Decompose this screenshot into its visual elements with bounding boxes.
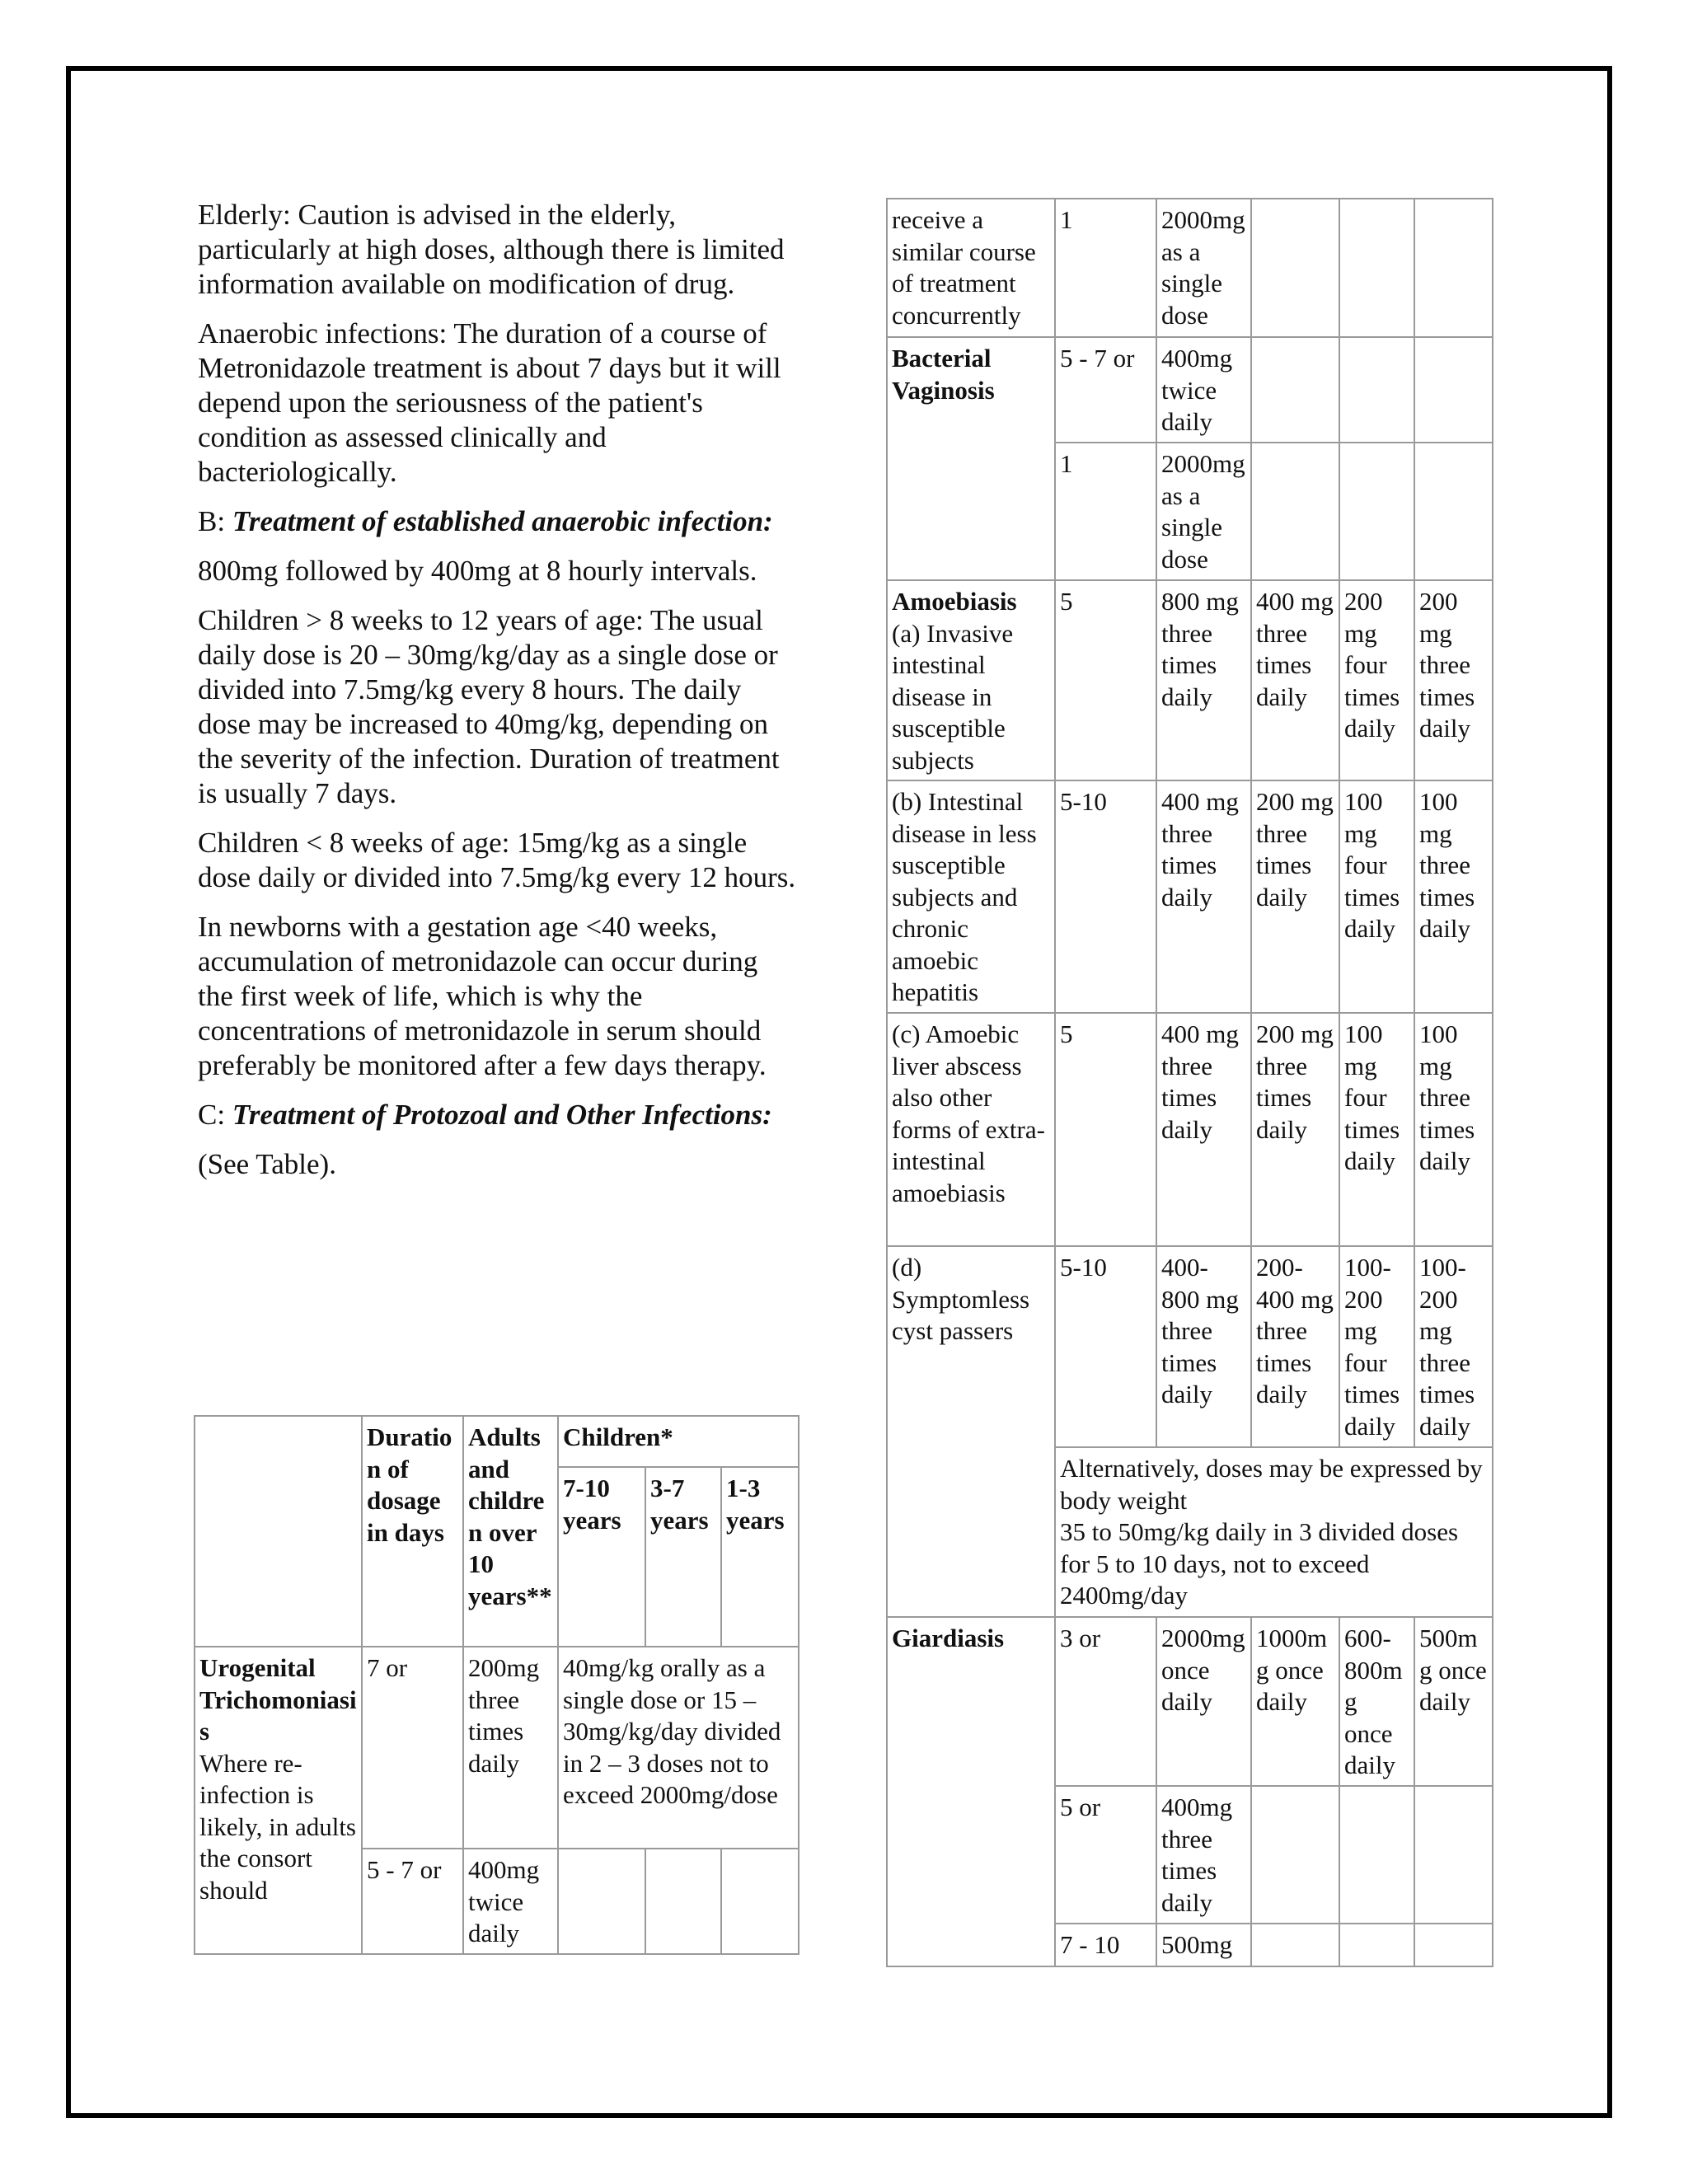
am-c-7-10: 200 mg three times daily xyxy=(1251,1013,1339,1246)
header-1-3-years: 1-3 years xyxy=(721,1467,799,1647)
am-d-adult: 400-800 mg three times daily xyxy=(1156,1246,1251,1447)
am-b-adult: 400 mg three times daily xyxy=(1156,780,1251,1013)
header-duration: Duration of dosage in days xyxy=(362,1416,463,1647)
header-3-7-years: 3-7 years xyxy=(645,1467,721,1647)
am-a-adult: 800 mg three times daily xyxy=(1156,580,1251,780)
gi-r2-days: 5 or xyxy=(1055,1786,1156,1924)
am-a-7-10: 400 mg three times daily xyxy=(1251,580,1339,780)
am-a-3-7: 200 mg four times daily xyxy=(1339,580,1414,780)
gi-r1-3-7: 600-800mg once daily xyxy=(1339,1617,1414,1786)
empty-cell xyxy=(1339,199,1414,337)
am-c-1-3: 100 mg three times daily xyxy=(1414,1013,1493,1246)
gi-r1-days: 3 or xyxy=(1055,1617,1156,1786)
am-b-1-3: 100 mg three times daily xyxy=(1414,780,1493,1013)
gi-r3-adult: 500mg xyxy=(1156,1924,1251,1966)
heading-c-prefix: C: xyxy=(198,1099,232,1131)
gi-r1-1-3: 500mg once daily xyxy=(1414,1617,1493,1786)
trich-r2-1-3 xyxy=(721,1849,799,1954)
empty-cell xyxy=(1251,443,1339,580)
amoebiasis-a-text: (a) Invasive intestinal disease in susceptible subjects xyxy=(892,618,1014,775)
am-b-3-7: 100 mg four times daily xyxy=(1339,780,1414,1013)
paragraph-children-under-8-weeks: Children < 8 weeks of age: 15mg/kg as a single dose daily or divided into 7.5mg/kg every 12 hours. xyxy=(198,827,796,893)
table-header-blank xyxy=(195,1416,362,1647)
trichomoniasis-note: Where re-infection is likely, in adults the consort should xyxy=(199,1748,356,1905)
paragraph-children-over-8-weeks: Children > 8 weeks to 12 years of age: The usual daily dose is 20 – 30mg/kg/day as a single dose or divided into 7.5mg/kg every 8 hours. The daily dose may be increased to 40mg/kg, depending on the severity of the infection. Duration of treatment is usually 7 days. xyxy=(198,604,780,809)
bv-r2-adult: 2000mg as a single dose xyxy=(1156,443,1251,580)
paragraph-newborns: In newborns with a gestation age <40 weeks, accumulation of metronidazole can occur during the first week of life, which is why the concentrations of metronidazole in serum should preferably be monitored after a few days therapy. xyxy=(198,911,767,1081)
am-d-days: 5-10 xyxy=(1055,1246,1156,1447)
am-d-1-3: 100-200 mg three times daily xyxy=(1414,1246,1493,1447)
empty-cell xyxy=(1414,337,1493,443)
trich-r2-adult: 400mg twice daily xyxy=(463,1849,558,1954)
trich-r1-adult: 200mg three times daily xyxy=(463,1647,558,1849)
continuation-days: 1 xyxy=(1055,199,1156,337)
heading-section-b xyxy=(198,504,799,539)
heading-b-prefix: B: xyxy=(198,505,232,537)
trichomoniasis-title: Urogenital Trichomoniasis xyxy=(199,1653,357,1746)
gi-r1-7-10: 1000mg once daily xyxy=(1251,1617,1339,1786)
empty-cell xyxy=(1339,1924,1414,1966)
empty-cell xyxy=(1251,1786,1339,1924)
empty-cell xyxy=(1251,1924,1339,1966)
amoebiasis-a-label xyxy=(887,580,1055,780)
am-a-days: 5 xyxy=(1055,580,1156,780)
am-c-adult: 400 mg three times daily xyxy=(1156,1013,1251,1246)
empty-cell xyxy=(1339,443,1414,580)
heading-c-text: Treatment of Protozoal and Other Infections: xyxy=(232,1099,772,1131)
paragraph-dose: 800mg followed by 400mg at 8 hourly intervals. xyxy=(198,555,757,587)
bv-r1-days: 5 - 7 or xyxy=(1055,337,1156,443)
empty-cell xyxy=(1414,199,1493,337)
empty-cell xyxy=(1414,443,1493,580)
left-column xyxy=(198,198,799,1197)
bv-r2-days: 1 xyxy=(1055,443,1156,580)
gi-r2-adult: 400mg three times daily xyxy=(1156,1786,1251,1924)
am-d-3-7: 100-200 mg four times daily xyxy=(1339,1246,1414,1447)
giardiasis-title: Giardiasis xyxy=(887,1617,1055,1966)
header-7-10-years: 7-10 years xyxy=(558,1467,645,1647)
gi-r1-adult: 2000mg once daily xyxy=(1156,1617,1251,1786)
dosage-table-part1 xyxy=(194,1415,799,1955)
alternative-dosing-note xyxy=(1055,1447,1493,1617)
bv-r1-adult: 400mg twice daily xyxy=(1156,337,1251,443)
continuation-adult: 2000mg as a single dose xyxy=(1156,199,1251,337)
dosage-table-part2 xyxy=(886,198,1493,1967)
continuation-text: receive a similar course of treatment concurrently xyxy=(887,199,1055,337)
trich-r2-7-10 xyxy=(558,1849,645,1954)
empty-cell xyxy=(1339,337,1414,443)
empty-cell xyxy=(1414,1786,1493,1924)
am-c-days: 5 xyxy=(1055,1013,1156,1246)
am-b-days: 5-10 xyxy=(1055,780,1156,1013)
amoebiasis-b-label: (b) Intestinal disease in less susceptible subjects and chronic amoebic hepatitis xyxy=(887,780,1055,1013)
heading-b-text: Treatment of established anaerobic infection: xyxy=(232,505,773,537)
header-adults: Adults and children over 10 years** xyxy=(463,1416,558,1647)
am-c-3-7: 100 mg four times daily xyxy=(1339,1013,1414,1246)
trich-r1-children: 40mg/kg orally as a single dose or 15 – 30mg/kg/day divided in 2 – 3 doses not to exceed 2000mg/dose xyxy=(558,1647,799,1849)
alt-line-2: 35 to 50mg/kg daily in 3 divided doses for 5 to 10 days, not to exceed 2400mg/day xyxy=(1060,1517,1459,1610)
empty-cell xyxy=(1251,199,1339,337)
heading-section-c xyxy=(198,1098,799,1132)
empty-cell xyxy=(1414,1924,1493,1966)
am-b-7-10: 200 mg three times daily xyxy=(1251,780,1339,1013)
trich-r1-days: 7 or xyxy=(362,1647,463,1849)
paragraph-see-table: (See Table). xyxy=(198,1148,336,1180)
amoebiasis-c-label: (c) Amoebic liver abscess also other forms of extra-intestinal amoebiasis xyxy=(887,1013,1055,1246)
bacterial-vaginosis-title: Bacterial Vaginosis xyxy=(887,337,1055,580)
alt-line-1: Alternatively, doses may be expressed by body weight xyxy=(1060,1454,1483,1515)
header-children: Children* xyxy=(558,1416,799,1467)
gi-r3-days: 7 - 10 xyxy=(1055,1924,1156,1966)
trichomoniasis-label-cell xyxy=(195,1647,362,1954)
paragraph-anaerobic: Anaerobic infections: The duration of a course of Metronidazole treatment is about 7 days but it will depend upon the seriousness of the patient's condition as assessed clinically and bacteriologically. xyxy=(198,317,781,488)
paragraph-elderly: Elderly: Caution is advised in the elderly, particularly at high doses, although there is limited information available on modification of drug. xyxy=(198,199,785,300)
amoebiasis-d-label: (d) Symptomless cyst passers xyxy=(887,1246,1055,1617)
trich-r2-3-7 xyxy=(645,1849,721,1954)
trich-r2-days: 5 - 7 or xyxy=(362,1849,463,1954)
am-a-1-3: 200 mg three times daily xyxy=(1414,580,1493,780)
empty-cell xyxy=(1251,337,1339,443)
empty-cell xyxy=(1339,1786,1414,1924)
amoebiasis-title: Amoebiasis xyxy=(892,587,1017,616)
am-d-7-10: 200-400 mg three times daily xyxy=(1251,1246,1339,1447)
